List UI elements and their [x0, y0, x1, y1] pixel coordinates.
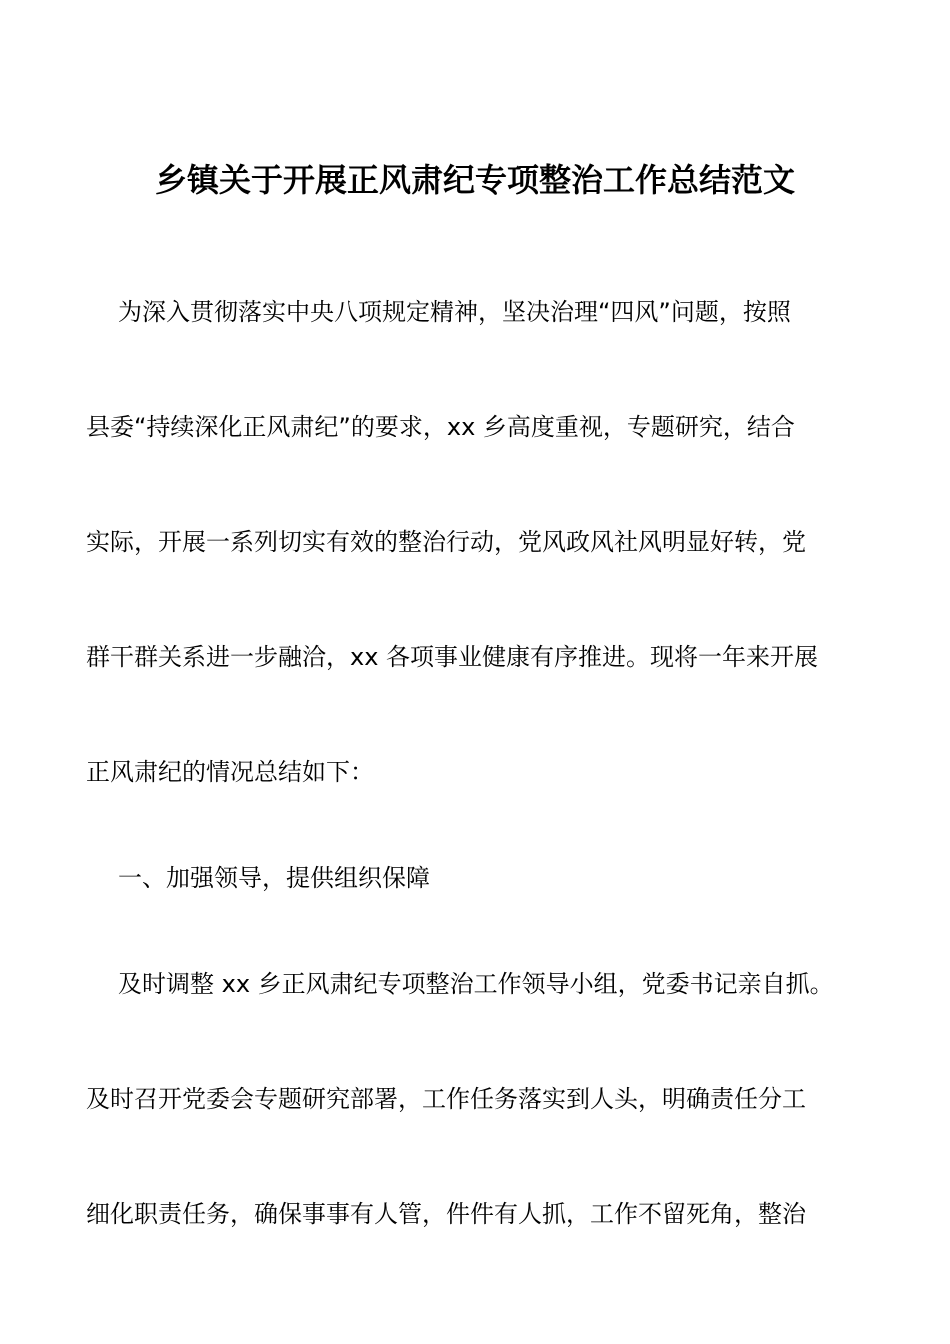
document-title: 乡镇关于开展正风肃纪专项整治工作总结范文	[154, 161, 795, 199]
paragraph-line: 正风肃纪的情况总结如下：	[86, 758, 374, 786]
paragraph-line: 县委“持续深化正风肃纪”的要求，xx 乡高度重视，专题研究，结合	[86, 413, 795, 441]
paragraph-line: 细化职责任务，确保事事有人管，件件有人抓，工作不留死角，整治	[86, 1200, 806, 1228]
paragraph-line: 为深入贯彻落实中央八项规定精神，坚决治理“四风”问题，按照	[118, 298, 791, 326]
paragraph-line: 及时调整 xx 乡正风肃纪专项整治工作领导小组，党委书记亲自抓。	[118, 970, 834, 998]
paragraph-line: 群干群关系进一步融洽，xx 各项事业健康有序推进。现将一年来开展	[86, 643, 819, 671]
paragraph-line: 实际，开展一系列切实有效的整治行动，党风政风社风明显好转，党	[86, 528, 806, 556]
section-heading: 一、加强领导，提供组织保障	[118, 864, 430, 892]
paragraph-line: 及时召开党委会专题研究部署，工作任务落实到人头，明确责任分工	[86, 1085, 806, 1113]
